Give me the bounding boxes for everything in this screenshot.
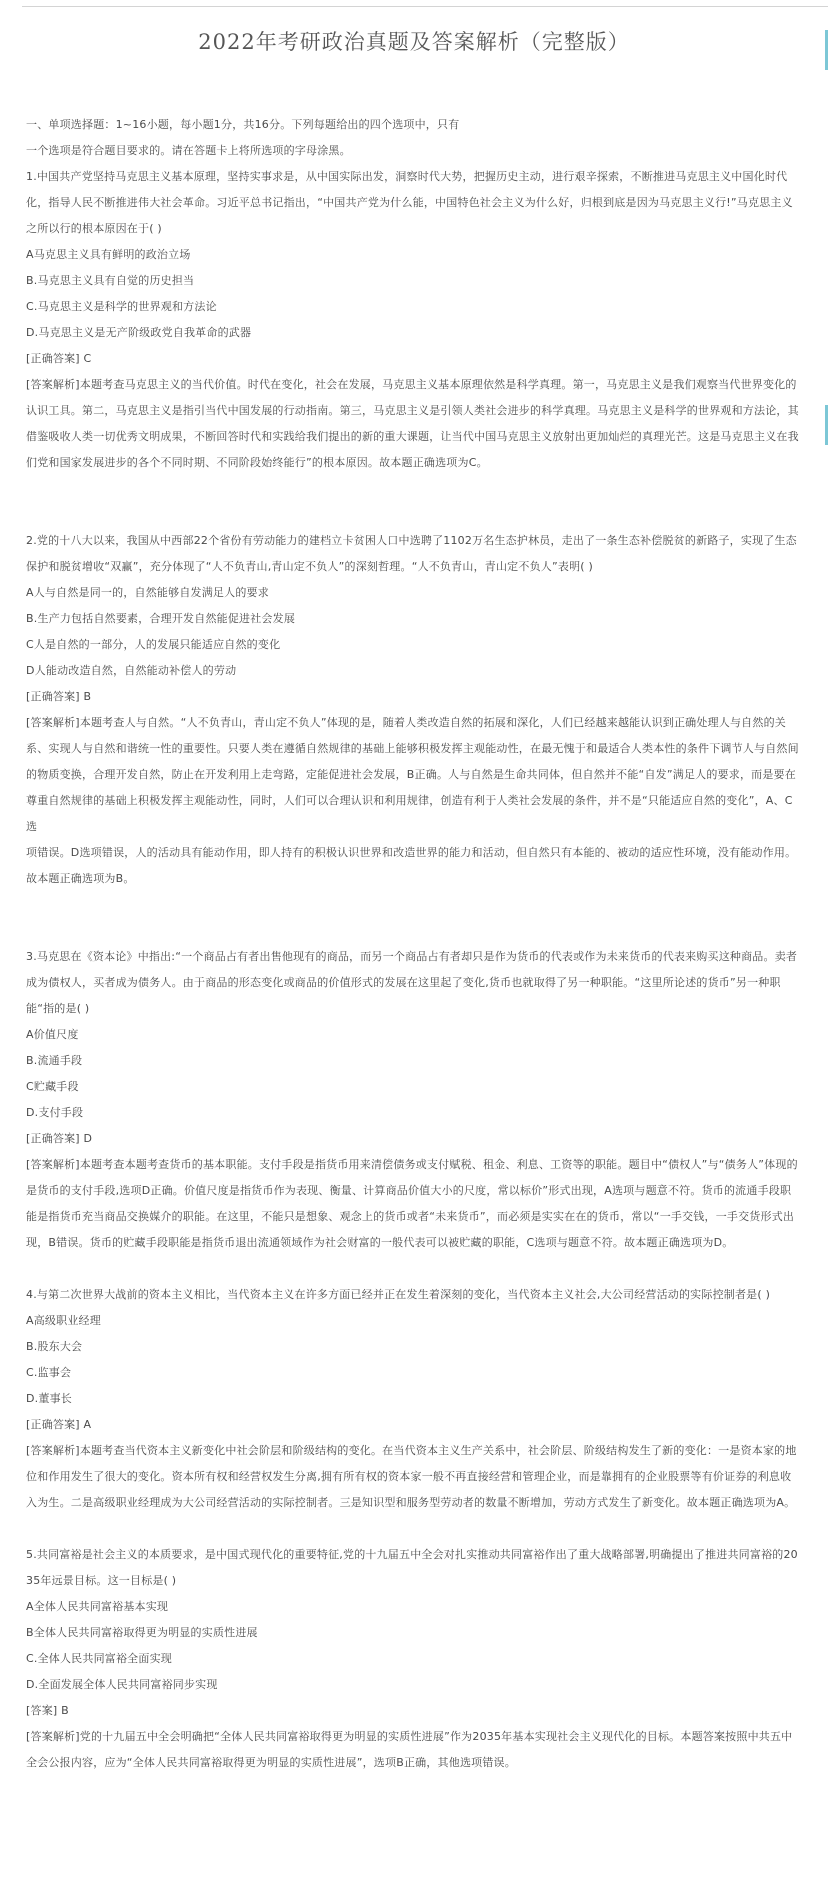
option-c: C.监事会 bbox=[26, 1366, 72, 1379]
answer-analysis: [答案解析]本题考查马克思主义的当代价值。时代在变化，社会在发展，马克思主义基本原理依然是科学真理。第一，马克思主义是我们观察当代世界变化的认识工具。第二，马克思主义是指引当代中国发展的行动指南。第三，马克思主义是引领人类社会进步的科学真理。马克思主义是科学的世界观和方法论，其借鉴吸收人类一切优秀文明成果，不断回答时代和实践给我们提出的新的重大课题，让当代中国马克思主义放射出更加灿烂的真理光芒。这是马克思主义在我们党和国家发展进步的各个不同时期、不同阶段始终能行”的根本原因。故本题正确选项为C。 bbox=[26, 378, 799, 469]
answer-analysis: 项错误。D选项错误，人的活动具有能动作用，即人持有的积极认识世界和改造世界的能力和活动，但自然只有本能的、被动的适应性环境，没有能动作用。故本题正确选项为B。 bbox=[26, 846, 797, 885]
option-c: C.马克思主义是科学的世界观和方法论 bbox=[26, 300, 217, 313]
option-d: D.马克思主义是无产阶级政党自我革命的武器 bbox=[26, 326, 252, 339]
question-5 bbox=[26, 1542, 800, 1776]
question-stem: 1.中国共产党坚持马克思主义基本原理，坚持实事求是，从中国实际出发，洞察时代大势，把握历史主动，进行艰辛探索，不断推进马克思主义中国化时代化，指导人民不断推进伟大社会革命。习近平总书记指出，“中国共产党为什么能，中国特色社会主义为什么好，归根到底是因为马克思主义行!”马克思主义之所以行的根本原因在于( ) bbox=[26, 170, 793, 235]
option-b: B全体人民共同富裕取得更为明显的实质性进展 bbox=[26, 1626, 258, 1639]
answer-analysis: [答案解析]本题考查人与自然。“人不负青山，青山定不负人”体现的是，随着人类改造自然的拓展和深化，人们已经越来越能认识到正确处理人与自然的关系、实现人与自然和谐统一性的重要性。只要人类在遵循自然规律的基础上能够积极发挥主观能动性，在最无愧于和最适合人类本性的条件下调节人与自然间的物质变换，合理开发自然，防止在开发利用上走弯路，定能促进社会发展，B正确。人与自然是生命共同体，但自然并不能“自发”满足人的要求，而是要在尊重自然规律的基础上积极发挥主观能动性，同时，人们可以合理认识和利用规律，创造有利于人类社会发展的条件，并不是“只能适应自然的变化”，A、C选 bbox=[26, 716, 799, 833]
option-d: D.支付手段 bbox=[26, 1106, 84, 1119]
option-a: A价值尺度 bbox=[26, 1028, 79, 1041]
option-c: C贮藏手段 bbox=[26, 1080, 79, 1093]
spacer bbox=[26, 1256, 800, 1282]
option-b: B.生产力包括自然要素，合理开发自然能促进社会发展 bbox=[26, 612, 296, 625]
intro-line: 一、单项选择题：1~16小题，每小题1分，共16分。下列每题给出的四个选项中，只有 bbox=[26, 118, 460, 131]
answer-analysis: [答案解析]本题考查本题考查货币的基本职能。支付手段是指货币用来清偿债务或支付赋税、租金、利息、工资等的职能。题目中“债权人”与“债务人”体现的是货币的支付手段,选项D正确。价值尺度是指货币作为表现、衡量、计算商品价值大小的尺度，常以标价”形式出现，A选项与题意不符。货币的流通手段职能是指货币充当商品交换媒介的职能。在这里，不能只是想象、观念上的货币或者“未来货币”，而必须是实实在在的货币，常以“一手交钱，一手交货形式出现，B错误。货币的贮藏手段职能是指货币退出流通领域作为社会财富的一般代表可以被贮藏的职能，C选项与题意不符。故本题正确选项为D。 bbox=[26, 1158, 798, 1249]
option-c: C人是自然的一部分，人的发展只能适应自然的变化 bbox=[26, 638, 281, 651]
correct-answer: [正确答案] B bbox=[26, 690, 92, 703]
option-b: B.流通手段 bbox=[26, 1054, 83, 1067]
answer-analysis: [答案解析]党的十九届五中全会明确把“全体人民共同富裕取得更为明显的实质性进展”作为2035年基本实现社会主义现代化的目标。本题答案按照中共五中全会公报内容，应为“全体人民共同富裕取得更为明显的实质性进展”，选项B正确，其他选项错误。 bbox=[26, 1730, 793, 1769]
option-c: C.全体人民共同富裕全面实现 bbox=[26, 1652, 172, 1665]
question-2 bbox=[26, 528, 800, 892]
option-d: D.董事长 bbox=[26, 1392, 72, 1405]
top-divider bbox=[22, 6, 828, 7]
question-stem: 4.与第二次世界大战前的资本主义相比，当代资本主义在许多方面已经并正在发生着深刻的变化，当代资本主义社会,大公司经营活动的实际控制者是( ) bbox=[26, 1288, 771, 1301]
question-3 bbox=[26, 944, 800, 1256]
option-a: A人与自然是同一的，自然能够自发满足人的要求 bbox=[26, 586, 269, 599]
correct-answer: [正确答案] D bbox=[26, 1132, 93, 1145]
spacer bbox=[26, 892, 800, 944]
option-b: B.马克思主义具有自觉的历史担当 bbox=[26, 274, 195, 287]
question-stem: 5.共同富裕是社会主义的本质要求，是中国式现代化的重要特征,党的十九届五中全会对扎实推动共同富裕作出了重大战略部署,明确提出了推进共同富裕的2035年远景目标。这一目标是( ) bbox=[26, 1548, 798, 1587]
option-a: A马克思主义具有鲜明的政治立场 bbox=[26, 248, 191, 261]
option-d: D人能动改造自然，自然能动补偿人的劳动 bbox=[26, 664, 237, 677]
intro-line: 一个选项是符合题目要求的。请在答题卡上将所选项的字母涂黑。 bbox=[26, 144, 351, 157]
page-title: 2022年考研政治真题及答案解析（完整版） bbox=[198, 30, 630, 54]
option-a: A高级职业经理 bbox=[26, 1314, 101, 1327]
option-d: D.全面发展全体人民共同富裕同步实现 bbox=[26, 1678, 218, 1691]
spacer bbox=[26, 1516, 800, 1542]
document-body bbox=[26, 112, 800, 1776]
option-b: B.股东大会 bbox=[26, 1340, 83, 1353]
question-1 bbox=[26, 164, 800, 476]
question-4 bbox=[26, 1282, 800, 1516]
correct-answer: [正确答案] C bbox=[26, 352, 92, 365]
question-stem: 3.马克思在《资本论》中指出:“一个商品占有者出售他现有的商品，而另一个商品占有者却只是作为货币的代表或作为未来货币的代表来购买这种商品。卖者成为债权人，买者成为债务人。由于商品的形态变化或商品的价值形式的发展在这里起了变化,货币也就取得了另一种职能。“这里所论述的货币”另一种职能“指的是( ) bbox=[26, 950, 798, 1015]
answer-analysis: [答案解析]本题考查当代资本主义新变化中社会阶层和阶级结构的变化。在当代资本主义生产关系中，社会阶层、阶级结构发生了新的变化：一是资本家的地位和作用发生了很大的变化。资本所有权和经营权发生分离,拥有所有权的资本家一般不再直接经营和管理企业，而是靠拥有的企业股票等有价证券的利息收入为生。二是高级职业经理成为大公司经营活动的实际控制者。三是知识型和服务型劳动者的数量不断增加，劳动方式发生了新变化。故本题正确选项为A。 bbox=[26, 1444, 797, 1509]
spacer bbox=[26, 476, 800, 528]
option-a: A全体人民共同富裕基本实现 bbox=[26, 1600, 169, 1613]
correct-answer: [正确答案] A bbox=[26, 1418, 92, 1431]
correct-answer: [答案] B bbox=[26, 1704, 69, 1717]
question-stem: 2.党的十八大以来，我国从中西部22个省份有劳动能力的建档立卡贫困人口中选聘了1102万名生态护林员，走出了一条生态补偿脱贫的新路子，实现了生态保护和脱贫增收“双赢”，充分体现了“人不负青山,青山定不负人”的深刻哲理。“人不负青山，青山定不负人”表明( ) bbox=[26, 534, 797, 573]
